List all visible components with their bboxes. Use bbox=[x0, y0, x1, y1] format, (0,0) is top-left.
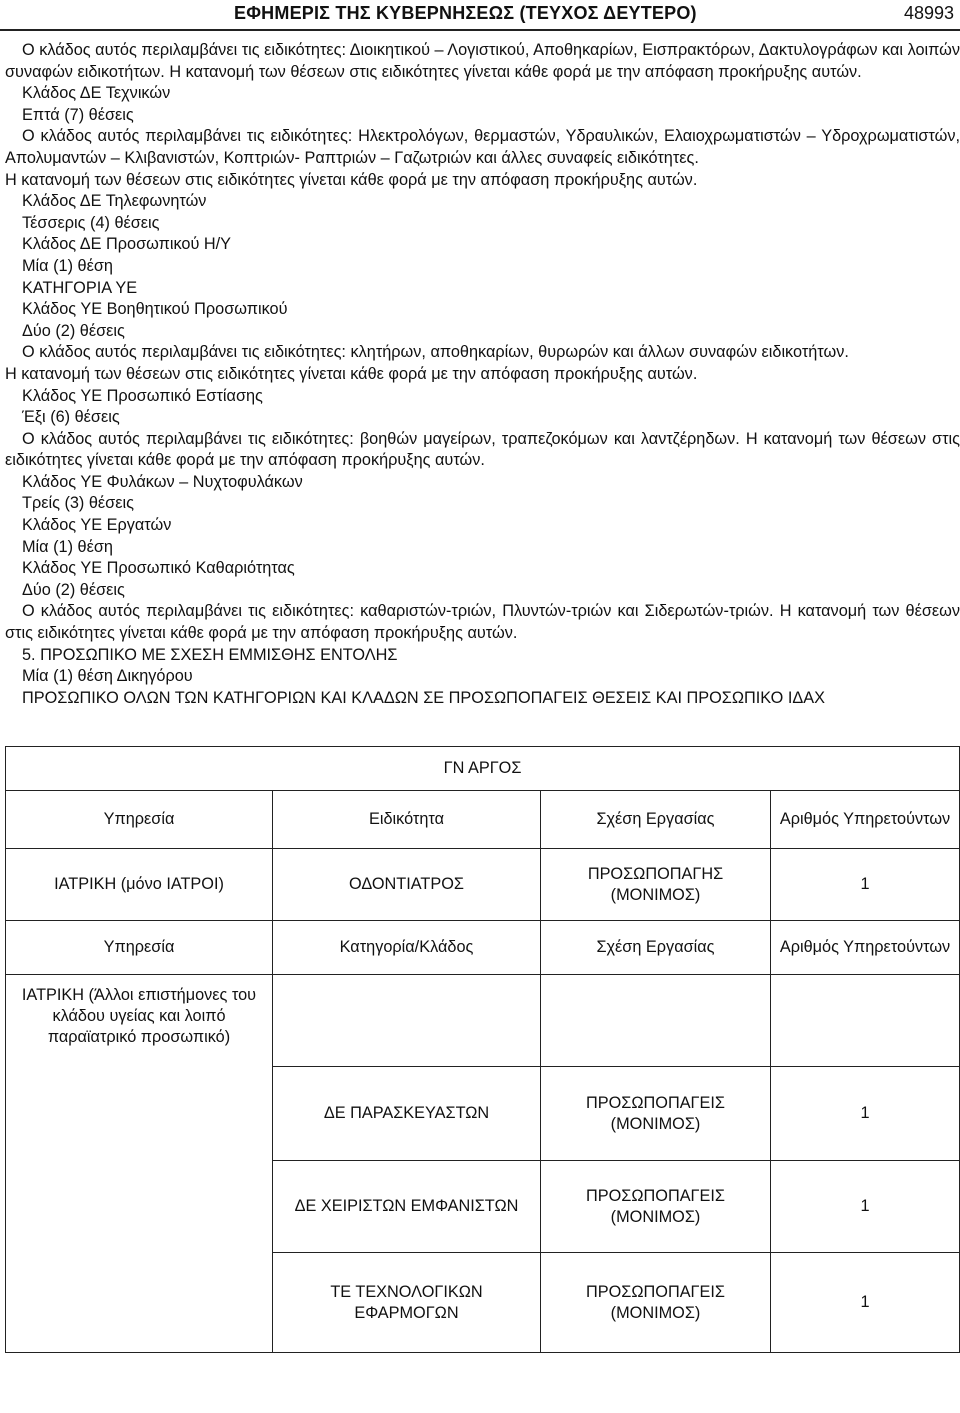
branch-heading: Κλάδος ΔΕ Τηλεφωνητών bbox=[22, 192, 207, 211]
cell-count: 1 bbox=[771, 1067, 960, 1161]
header-cell: Αριθμός Υπηρετούντων bbox=[771, 791, 960, 849]
positions-count: Μία (1) θέση Δικηγόρου bbox=[22, 667, 193, 686]
category-heading: ΚΑΤΗΓΟΡΙΑ ΥΕ bbox=[22, 278, 138, 297]
cell-relation: ΠΡΟΣΩΠΟΠΑΓΕΙΣ (ΜΟΝΙΜΟΣ) bbox=[541, 1253, 771, 1353]
header-cell: Υπηρεσία bbox=[6, 791, 273, 849]
cell-empty bbox=[771, 975, 960, 1067]
table-row bbox=[6, 975, 960, 1067]
paragraph: Η κατανομή των θέσεων στις ειδικότητες γίνεται κάθε φορά με την απόφαση προκήρυξης αυτών. bbox=[5, 170, 698, 189]
cell-count: 1 bbox=[771, 1161, 960, 1253]
branch-heading: Κλάδος ΥΕ Εργατών bbox=[22, 516, 172, 535]
header-cell: Κατηγορία/Κλάδος bbox=[273, 921, 541, 975]
branch-heading: Κλάδος ΔΕ Προσωπικού Η/Υ bbox=[22, 235, 232, 254]
table-row bbox=[6, 849, 960, 921]
header-rule bbox=[0, 29, 960, 31]
cell-empty bbox=[273, 975, 541, 1067]
positions-count: Μία (1) θέση bbox=[22, 256, 113, 275]
positions-count: Δύο (2) θέσεις bbox=[22, 580, 125, 599]
cell-service-group: ΙΑΤΡΙΚΗ (Άλλοι επιστήμονες του κλάδου υγείας και λοιπό παραϊατρικό προσωπικό) bbox=[6, 975, 273, 1353]
cell-service: ΙΑΤΡΙΚΗ (μόνο ΙΑΤΡΟΙ) bbox=[6, 849, 273, 921]
branch-heading: Κλάδος ΔΕ Τεχνικών bbox=[22, 84, 171, 103]
document-body bbox=[5, 40, 960, 709]
paragraph: Ο κλάδος αυτός περιλαμβάνει τις ειδικότητες: βοηθών μαγείρων, τραπεζοκόμων και λαντζέρηδων. Η κατανομή των θέσεων στις ειδικότητες γίνεται κάθε φορά με την απόφαση προκήρυξης αυτών. bbox=[5, 429, 960, 470]
paragraph: Ο κλάδος αυτός περιλαμβάνει τις ειδικότητες: κλητήρων, αποθηκαρίων, θυρωρών και άλλων συναφών ειδικοτήτων. bbox=[22, 343, 849, 362]
branch-heading: Κλάδος ΥΕ Βοηθητικού Προσωπικού bbox=[22, 300, 288, 319]
table-header-row bbox=[6, 791, 960, 849]
paragraph: Ο κλάδος αυτός περιλαμβάνει τις ειδικότητες: Ηλεκτρολόγων, θερμαστών, Υδραυλικών, Ελαιοχρωματιστών – Υδροχρωματιστών, Απολυμαντών – Κλιβανιστών, Κοπτριών- Ραπτριών – Γαζωτριών και άλλες συναφείς ειδικότητες. bbox=[5, 127, 960, 167]
header-cell: Υπηρεσία bbox=[6, 921, 273, 975]
positions-count: Δύο (2) θέσεις bbox=[22, 321, 125, 340]
header-cell: Ειδικότητα bbox=[273, 791, 541, 849]
positions-count: Μία (1) θέση bbox=[22, 537, 113, 556]
positions-count: Επτά (7) θέσεις bbox=[22, 105, 134, 124]
page-number: 48993 bbox=[903, 3, 954, 23]
staff-table bbox=[5, 746, 960, 1353]
paragraph: Ο κλάδος αυτός περιλαμβάνει τις ειδικότητες: καθαριστών-τριών, Πλυντών-τριών και Σιδερωτών-τριών. Η κατανομή των θέσεων στις ειδικότητες γίνεται κάθε φορά με την απόφαση προκήρυξης αυτών. bbox=[5, 602, 960, 643]
cell-empty bbox=[541, 975, 771, 1067]
paragraph: Η κατανομή των θέσεων στις ειδικότητες γίνεται κάθε φορά με την απόφαση προκήρυξης αυτών. bbox=[5, 364, 698, 383]
cell-relation: ΠΡΟΣΩΠΟΠΑΓΕΙΣ (ΜΟΝΙΜΟΣ) bbox=[541, 1067, 771, 1161]
cell-relation: ΠΡΟΣΩΠΟΠΑΓΗΣ (ΜΟΝΙΜΟΣ) bbox=[541, 849, 771, 921]
page-header bbox=[0, 0, 960, 32]
cell-branch: ΤΕ ΤΕΧΝΟΛΟΓΙΚΩΝ ΕΦΑΡΜΟΓΩΝ bbox=[273, 1253, 541, 1353]
section-heading: ΠΡΟΣΩΠΙΚΟ ΟΛΩΝ ΤΩΝ ΚΑΤΗΓΟΡΙΩΝ ΚΑΙ ΚΛΑΔΩΝ ΣΕ ΠΡΟΣΩΠΟΠΑΓΕΙΣ ΘΕΣΕΙΣ ΚΑΙ ΠΡΟΣΩΠΙΚΟ ΙΔΑΧ bbox=[22, 688, 825, 707]
section-heading: 5. ΠΡΟΣΩΠΙΚΟ ΜΕ ΣΧΕΣΗ ΕΜΜΙΣΘΗΣ ΕΝΤΟΛΗΣ bbox=[22, 645, 398, 664]
header-cell: Σχέση Εργασίας bbox=[541, 791, 771, 849]
branch-heading: Κλάδος ΥΕ Προσωπικό Εστίασης bbox=[22, 386, 263, 405]
paragraph: Ο κλάδος αυτός περιλαμβάνει τις ειδικότητες: Διοικητικού – Λογιστικού, Αποθηκαρίων, Εισπρακτόρων, Δακτυλογράφων και λοιπών συναφών ειδικοτήτων. Η κατανομή των θέσεων στις ειδικότητες γίνεται κάθε φορά με την απόφαση προκήρυξης αυτών. bbox=[5, 41, 960, 81]
header-cell: Σχέση Εργασίας bbox=[541, 921, 771, 975]
cell-specialty: ΟΔΟΝΤΙΑΤΡΟΣ bbox=[273, 849, 541, 921]
gazette-title: ΕΦΗΜΕΡΙΣ ΤΗΣ ΚΥΒΕΡΝΗΣΕΩΣ (ΤΕΥΧΟΣ ΔΕΥΤΕΡΟ) bbox=[234, 3, 697, 23]
positions-count: Τέσσερις (4) θέσεις bbox=[22, 213, 160, 232]
cell-branch: ΔΕ ΠΑΡΑΣΚΕΥΑΣΤΩΝ bbox=[273, 1067, 541, 1161]
table-header-row bbox=[6, 921, 960, 975]
branch-heading: Κλάδος ΥΕ Προσωπικό Καθαριότητας bbox=[22, 559, 295, 578]
cell-relation: ΠΡΟΣΩΠΟΠΑΓΕΙΣ (ΜΟΝΙΜΟΣ) bbox=[541, 1161, 771, 1253]
table-title: ΓΝ ΑΡΓΟΣ bbox=[6, 747, 960, 791]
cell-count: 1 bbox=[771, 1253, 960, 1353]
cell-count: 1 bbox=[771, 849, 960, 921]
positions-count: Έξι (6) θέσεις bbox=[22, 408, 120, 427]
branch-heading: Κλάδος ΥΕ Φυλάκων – Νυχτοφυλάκων bbox=[22, 472, 303, 491]
cell-branch: ΔΕ ΧΕΙΡΙΣΤΩΝ ΕΜΦΑΝΙΣΤΩΝ bbox=[273, 1161, 541, 1253]
header-cell: Αριθμός Υπηρετούντων bbox=[771, 921, 960, 975]
positions-count: Τρείς (3) θέσεις bbox=[22, 494, 134, 513]
